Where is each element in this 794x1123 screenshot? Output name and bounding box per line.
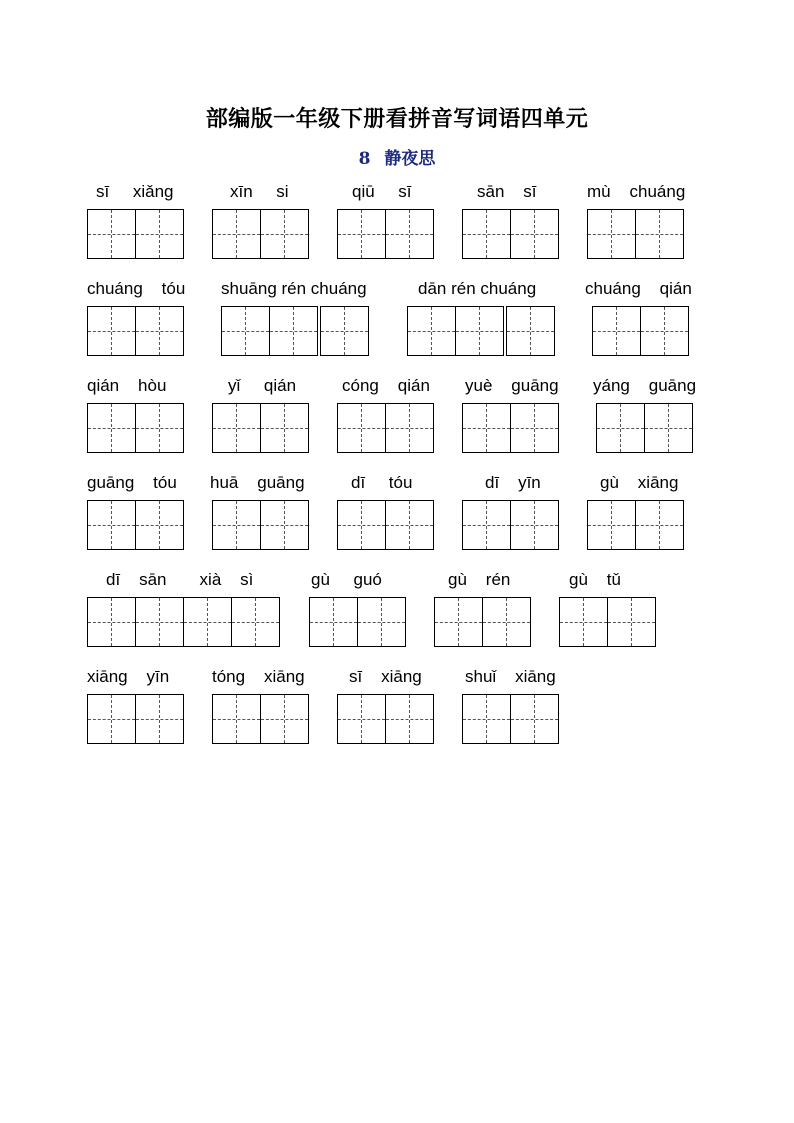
tianzige-box[interactable] <box>357 597 406 647</box>
tianzige-box[interactable] <box>87 403 136 453</box>
tianzige-box[interactable] <box>212 500 261 550</box>
pinyin-label: shuāng rén chuáng <box>221 279 367 298</box>
tianzige-box[interactable] <box>135 306 184 356</box>
tianzige-box[interactable] <box>337 403 386 453</box>
lesson-name: 静夜思 <box>384 149 436 169</box>
lesson-heading <box>0 144 794 169</box>
tianzige-box[interactable] <box>506 306 555 356</box>
tianzige-box[interactable] <box>592 306 641 356</box>
tianzige-box[interactable] <box>212 209 261 259</box>
tianzige-box[interactable] <box>385 500 434 550</box>
tianzige-box[interactable] <box>455 306 504 356</box>
writing-grid <box>309 597 405 647</box>
writing-grid <box>596 403 692 453</box>
writing-grid <box>87 500 183 550</box>
tianzige-box[interactable] <box>337 694 386 744</box>
tianzige-box[interactable] <box>510 209 559 259</box>
writing-grid <box>462 500 558 550</box>
tianzige-box[interactable] <box>407 306 456 356</box>
tianzige-box[interactable] <box>212 403 261 453</box>
pinyin-label: qiū sī <box>352 182 412 201</box>
pinyin-label: mù chuáng <box>587 182 686 201</box>
tianzige-box[interactable] <box>260 403 309 453</box>
tianzige-box[interactable] <box>482 597 531 647</box>
tianzige-box[interactable] <box>607 597 656 647</box>
pinyin-label: dī yīn <box>485 473 541 492</box>
tianzige-box[interactable] <box>87 597 136 647</box>
tianzige-box[interactable] <box>385 403 434 453</box>
tianzige-box[interactable] <box>135 694 184 744</box>
writing-grid <box>462 694 558 744</box>
writing-grid <box>462 209 558 259</box>
pinyin-label: sī xiāng <box>349 667 422 686</box>
tianzige-box[interactable] <box>510 694 559 744</box>
writing-grid <box>87 694 183 744</box>
pinyin-label: chuáng qián <box>585 279 692 298</box>
tianzige-box[interactable] <box>320 306 369 356</box>
pinyin-label: tóng xiāng <box>212 667 305 686</box>
tianzige-box[interactable] <box>385 694 434 744</box>
tianzige-box[interactable] <box>135 500 184 550</box>
writing-grid <box>337 500 433 550</box>
pinyin-label: guāng tóu <box>87 473 177 492</box>
tianzige-box[interactable] <box>635 209 684 259</box>
pinyin-label: dī sān xià sì <box>106 570 254 589</box>
writing-grid <box>212 500 308 550</box>
pinyin-label: sān sī <box>477 182 537 201</box>
tianzige-box[interactable] <box>510 403 559 453</box>
tianzige-box[interactable] <box>87 500 136 550</box>
writing-grid <box>212 403 308 453</box>
writing-grid <box>87 597 279 647</box>
pinyin-label: gù xiāng <box>600 473 679 492</box>
tianzige-box[interactable] <box>260 500 309 550</box>
tianzige-box[interactable] <box>87 209 136 259</box>
writing-grid <box>587 500 683 550</box>
pinyin-label: cóng qián <box>342 376 430 395</box>
tianzige-box[interactable] <box>640 306 689 356</box>
tianzige-box[interactable] <box>596 403 645 453</box>
tianzige-box[interactable] <box>260 209 309 259</box>
pinyin-label: xīn si <box>230 182 289 201</box>
tianzige-box[interactable] <box>559 597 608 647</box>
writing-grid <box>434 597 530 647</box>
pinyin-label: gù tǔ <box>569 570 621 589</box>
tianzige-box[interactable] <box>635 500 684 550</box>
tianzige-box[interactable] <box>135 597 184 647</box>
tianzige-box[interactable] <box>212 694 261 744</box>
writing-grid <box>592 306 688 356</box>
pinyin-label: yuè guāng <box>465 376 559 395</box>
pinyin-label: huā guāng <box>210 473 305 492</box>
writing-grid <box>337 403 433 453</box>
pinyin-label: chuáng tóu <box>87 279 186 298</box>
tianzige-box[interactable] <box>462 500 511 550</box>
pinyin-label: dān rén chuáng <box>418 279 537 298</box>
tianzige-box[interactable] <box>462 694 511 744</box>
page-title: 部编版一年级下册看拼音写词语四单元 <box>205 106 589 132</box>
tianzige-box[interactable] <box>87 694 136 744</box>
writing-grid <box>212 209 308 259</box>
pinyin-label: yáng guāng <box>593 376 697 395</box>
pinyin-label: yǐ qián <box>228 376 297 395</box>
pinyin-label: gù guó <box>311 570 382 589</box>
writing-grid <box>87 306 183 356</box>
tianzige-box[interactable] <box>462 209 511 259</box>
lesson-number: 8 <box>358 149 371 169</box>
tianzige-box[interactable] <box>135 209 184 259</box>
writing-grid <box>221 306 368 356</box>
tianzige-box[interactable] <box>183 597 232 647</box>
writing-grid <box>462 403 558 453</box>
pinyin-label: xiāng yīn <box>87 667 170 686</box>
tianzige-box[interactable] <box>221 306 270 356</box>
tianzige-box[interactable] <box>337 209 386 259</box>
tianzige-box[interactable] <box>260 694 309 744</box>
tianzige-box[interactable] <box>644 403 693 453</box>
writing-grid <box>337 209 433 259</box>
writing-grid <box>87 209 183 259</box>
tianzige-box[interactable] <box>587 500 636 550</box>
tianzige-box[interactable] <box>135 403 184 453</box>
pinyin-label: shuǐ xiāng <box>465 667 556 686</box>
tianzige-box[interactable] <box>269 306 318 356</box>
tianzige-box[interactable] <box>385 209 434 259</box>
pinyin-label: sī xiǎng <box>96 182 174 201</box>
tianzige-box[interactable] <box>434 597 483 647</box>
pinyin-label: dī tóu <box>351 473 413 492</box>
tianzige-box[interactable] <box>510 500 559 550</box>
tianzige-box[interactable] <box>87 306 136 356</box>
writing-grid <box>559 597 655 647</box>
tianzige-box[interactable] <box>231 597 280 647</box>
writing-grid <box>587 209 683 259</box>
tianzige-box[interactable] <box>337 500 386 550</box>
writing-grid <box>87 403 183 453</box>
tianzige-box[interactable] <box>309 597 358 647</box>
tianzige-box[interactable] <box>462 403 511 453</box>
writing-grid <box>337 694 433 744</box>
pinyin-label: gù rén <box>448 570 511 589</box>
writing-grid <box>212 694 308 744</box>
writing-grid <box>407 306 554 356</box>
tianzige-box[interactable] <box>587 209 636 259</box>
pinyin-label: qián hòu <box>87 376 167 395</box>
